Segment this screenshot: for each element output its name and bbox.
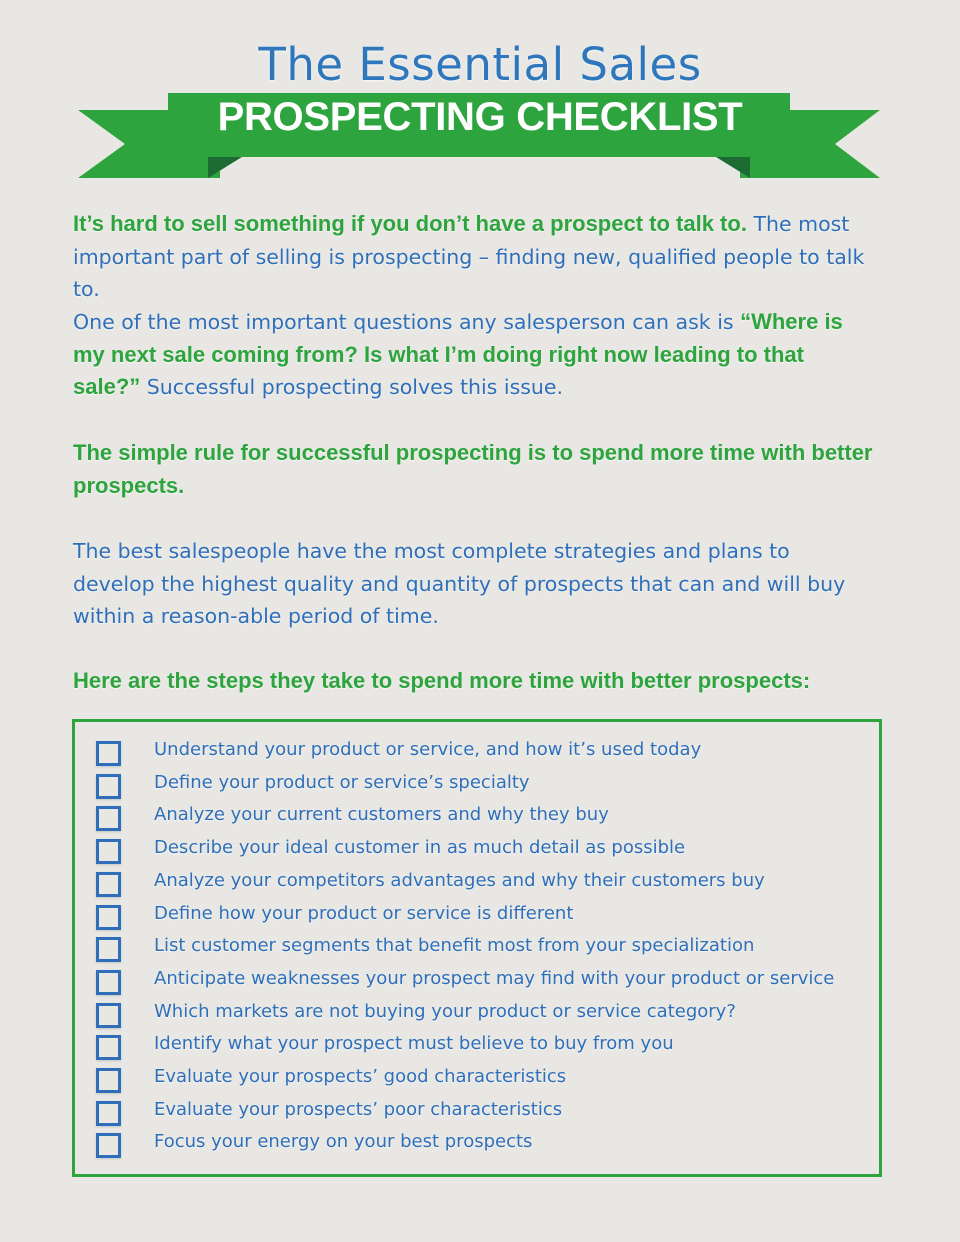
checklist-item[interactable] — [96, 1132, 856, 1164]
checklist-item-label: Focus your energy on your best prospects — [154, 1131, 533, 1153]
intro-highlight: It’s hard to sell something if you don’t have a prospect to talk to. — [73, 211, 747, 236]
strategy-text: The best salespeople have the most complete strategies and plans to develop the highest quality and quantity of prospects that can and will buy within a reason-able period of time. — [73, 539, 846, 628]
checklist-item[interactable] — [96, 871, 856, 903]
checklist-item[interactable] — [96, 773, 856, 805]
checklist-item-label: Identify what your prospect must believe to buy from you — [154, 1033, 674, 1055]
question-quote: “Where is my next sale coming from? Is what I’m doing right now leading to that sale?” — [73, 309, 843, 399]
checkbox[interactable] — [96, 872, 121, 897]
checklist-item[interactable] — [96, 904, 856, 936]
checkbox[interactable] — [96, 839, 121, 864]
checklist-item-label: Which markets are not buying your product or service category? — [154, 1000, 736, 1022]
checklist-item-label: Evaluate your prospects’ poor characteristics — [154, 1098, 563, 1120]
checklist-item[interactable] — [96, 1002, 856, 1034]
intro-paragraph-2 — [73, 306, 873, 404]
checkbox[interactable] — [96, 741, 121, 766]
checklist-item[interactable] — [96, 1067, 856, 1099]
checklist-item-label: Understand your product or service, and how it’s used today — [154, 739, 702, 760]
checklist-item[interactable] — [96, 838, 856, 870]
checklist-item[interactable] — [96, 1034, 856, 1066]
checkbox[interactable] — [96, 970, 121, 995]
intro-text: The most important part of selling is prospecting – finding new, qualified people to talk to. — [73, 212, 865, 301]
strategy-paragraph — [73, 535, 873, 633]
checklist-item-label: Anticipate weaknesses your prospect may find with your product or service — [154, 967, 835, 989]
question-tail: Successful prospecting solves this issue. — [140, 375, 564, 399]
checklist-item[interactable] — [96, 969, 856, 1001]
checklist-item-label: Define how your product or service is different — [154, 902, 574, 924]
banner-title: PROSPECTING CHECKLIST — [217, 95, 743, 139]
checklist-item-label: Describe your ideal customer in as much detail as possible — [154, 837, 686, 859]
checklist-item[interactable] — [96, 740, 856, 772]
checklist-box — [72, 719, 882, 1177]
steps-heading — [73, 665, 873, 698]
rule-paragraph — [73, 437, 873, 502]
checkbox[interactable] — [96, 937, 121, 962]
question-lead: One of the most important questions any salesperson can ask is — [73, 310, 741, 334]
checkbox[interactable] — [96, 1003, 121, 1028]
checklist-item-label: Analyze your competitors advantages and why their customers buy — [154, 869, 765, 891]
checklist-item-label: Define your product or service’s specialty — [154, 771, 530, 793]
checklist-item[interactable] — [96, 1100, 856, 1132]
checkbox[interactable] — [96, 1101, 121, 1126]
checklist-item-label: Analyze your current customers and why they buy — [154, 804, 609, 826]
checkbox[interactable] — [96, 1133, 121, 1158]
checklist-item[interactable] — [96, 805, 856, 837]
checkbox[interactable] — [96, 774, 121, 799]
rule-text: The simple rule for successful prospecting is to spend more time with better prospects. — [73, 440, 873, 498]
page-title: The Essential Sales — [258, 38, 702, 91]
checklist-item-label: List customer segments that benefit most from your specialization — [154, 935, 755, 957]
checklist-item[interactable] — [96, 936, 856, 968]
checkbox[interactable] — [96, 1035, 121, 1060]
steps-heading-text: Here are the steps they take to spend more time with better prospects: — [73, 668, 811, 693]
checkbox[interactable] — [96, 905, 121, 930]
checkbox[interactable] — [96, 806, 121, 831]
intro-paragraph-1 — [73, 208, 873, 306]
checklist-item-label: Evaluate your prospects’ good characteristics — [154, 1066, 567, 1087]
checkbox[interactable] — [96, 1068, 121, 1093]
